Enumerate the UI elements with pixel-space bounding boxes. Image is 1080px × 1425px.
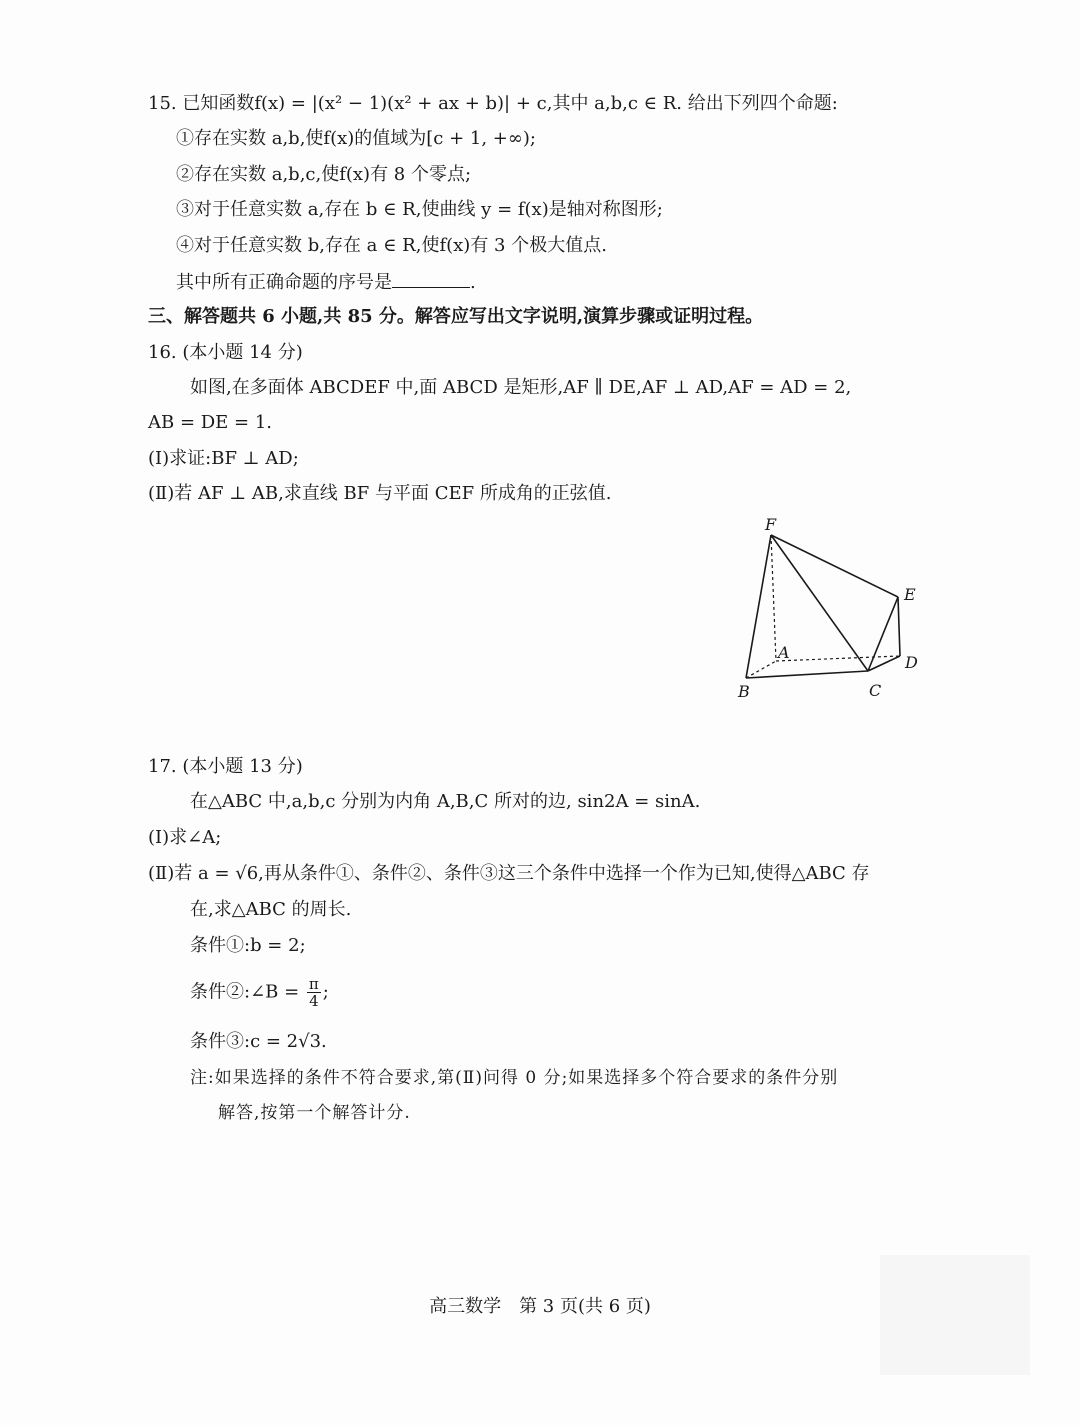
label-E: E xyxy=(904,585,916,604)
q17-part-2b: 在,求△ABC 的周长. xyxy=(190,899,352,920)
q17-condition-2 xyxy=(190,976,329,1009)
label-D: D xyxy=(905,653,918,672)
q17-condition-3: 条件③:c = 2√3. xyxy=(190,1031,327,1052)
q16-line-1: 如图,在多面体 ABCDEF 中,面 ABCD 是矩形,AF ∥ DE,AF ⊥ AD,AF = AD = 2, xyxy=(190,377,852,398)
edge-AD-hidden xyxy=(776,656,900,661)
q17-condition-2-prefix: 条件②:∠B = xyxy=(190,981,300,1003)
q17-line-1: 在△ABC 中,a,b,c 分别为内角 A,B,C 所对的边, sin2A = sinA. xyxy=(190,791,701,812)
q17-note-2: 解答,按第一个解答计分. xyxy=(218,1103,411,1123)
q15-option-4: ④对于任意实数 b,存在 a ∈ R,使f(x)有 3 个极大值点. xyxy=(176,235,607,256)
q16-part-1: (Ⅰ)求证:BF ⊥ AD; xyxy=(148,448,299,469)
label-C: C xyxy=(869,681,882,700)
answer-blank xyxy=(392,269,470,288)
polyhedron-figure xyxy=(728,512,938,707)
q17-note-1: 注:如果选择的条件不符合要求,第(Ⅱ)问得 0 分;如果选择多个符合要求的条件分别 xyxy=(190,1068,839,1088)
q17-header: 17. (本小题 13 分) xyxy=(148,756,303,777)
q15-option-2: ②存在实数 a,b,c,使f(x)有 8 个零点; xyxy=(176,164,472,185)
label-F: F xyxy=(765,515,777,534)
page-footer: 高三数学 第 3 页(共 6 页) xyxy=(429,1296,651,1317)
edge-ED xyxy=(898,597,900,656)
edge-BC xyxy=(746,671,868,678)
label-B: B xyxy=(738,682,750,701)
q15-option-1: ①存在实数 a,b,使f(x)的值域为[c + 1, +∞); xyxy=(176,128,536,149)
edge-FB xyxy=(746,535,771,678)
edge-FE xyxy=(771,535,898,597)
edge-BA-hidden xyxy=(746,661,776,678)
q16-line-2: AB = DE = 1. xyxy=(148,412,273,433)
q17-part-1: (Ⅰ)求∠A; xyxy=(148,827,222,848)
pi-over-4-fraction xyxy=(307,976,321,1009)
fraction-numerator: π xyxy=(308,975,319,993)
q15-ask-text: 其中所有正确命题的序号是 xyxy=(176,272,392,293)
q16-header: 16. (本小题 14 分) xyxy=(148,342,303,363)
q15-ask xyxy=(176,269,476,295)
q15-option-3: ③对于任意实数 a,存在 b ∈ R,使曲线 y = f(x)是轴对称图形; xyxy=(176,199,663,220)
q16-part-2: (Ⅱ)若 AF ⊥ AB,求直线 BF 与平面 CEF 所成角的正弦值. xyxy=(148,483,612,504)
edge-FA-hidden xyxy=(771,535,776,661)
section-3-heading: 三、解答题共 6 小题,共 85 分。解答应写出文字说明,演算步骤或证明过程。 xyxy=(148,306,764,327)
q15-ask-end: . xyxy=(470,272,476,293)
q17-part-2a: (Ⅱ)若 a = √6,再从条件①、条件②、条件③这三个条件中选择一个作为已知,使得△ABC 存 xyxy=(148,863,870,884)
q17-condition-2-suffix: ; xyxy=(322,981,329,1003)
fraction-denominator: 4 xyxy=(309,992,319,1010)
q17-condition-1: 条件①:b = 2; xyxy=(190,935,306,956)
label-A: A xyxy=(778,643,790,662)
q15-stem: 15. 已知函数f(x) = |(x² − 1)(x² + ax + b)| + c,其中 a,b,c ∈ R. 给出下列四个命题: xyxy=(148,93,838,114)
